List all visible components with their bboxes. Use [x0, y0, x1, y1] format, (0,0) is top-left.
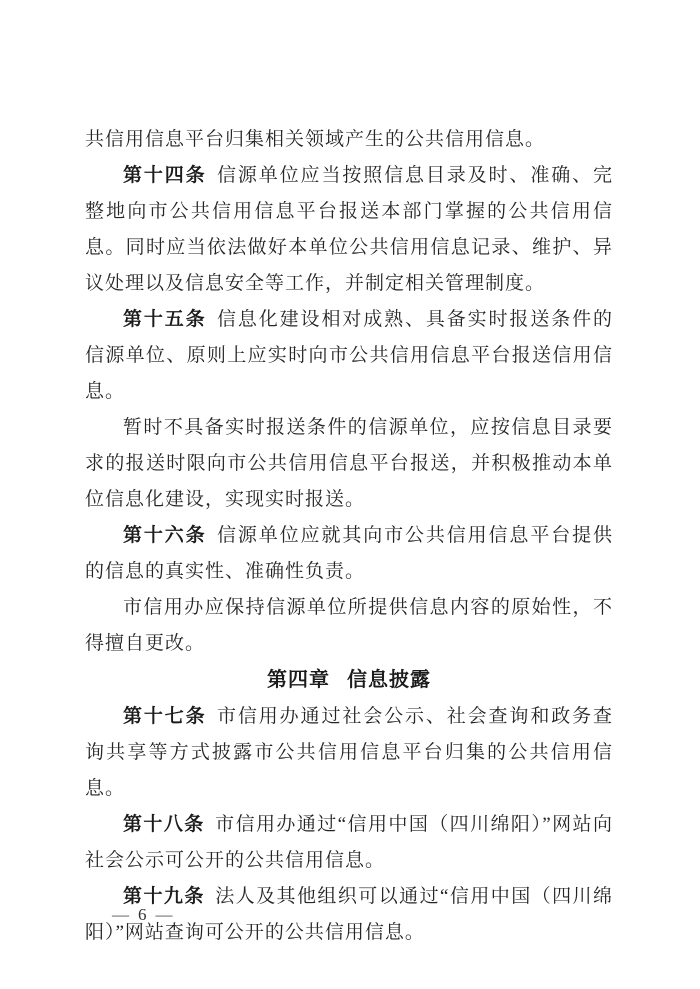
- chapter-heading: [85, 662, 613, 699]
- footer-dash-right: —: [155, 905, 173, 924]
- article-paragraph: 第十五条 信息化建设相对成熟、具备实时报送条件的信源单位、原则上应实时向市公共信用信息平台报送信用信息。: [85, 309, 613, 402]
- chapter-title: 信息披露: [347, 669, 431, 691]
- article-number: 第十八条: [123, 814, 205, 835]
- page-number: 6: [138, 905, 147, 924]
- page-footer: [103, 905, 182, 925]
- article-number: 第十七条: [123, 706, 207, 727]
- body-paragraph: 暂时不具备实时报送条件的信源单位，应按信息目录要求的报送时限向市公共信用信息平台报送，并积极推动本单位信息化建设，实现实时报送。: [85, 417, 613, 510]
- article-paragraph: 第十四条 信源单位应当按照信息目录及时、准确、完整地向市公共信用信息平台报送本部门掌握的公共信用信息。同时应当依法做好本单位公共信用信息记录、维护、异议处理以及信息安全等工作，并制定相关管理制度。: [85, 165, 613, 294]
- article-number: 第十五条: [123, 309, 207, 330]
- chapter-number: 第四章: [267, 669, 330, 691]
- article-number: 第十四条: [123, 165, 207, 186]
- article-number: 第十九条: [123, 886, 205, 907]
- article-paragraph: 第十六条 信源单位应就其向市公共信用信息平台提供的信息的真实性、准确性负责。: [85, 525, 613, 582]
- footer-dash-left: —: [112, 905, 129, 924]
- article-paragraph: 第十九条 法人及其他组织可以通过“信用中国（四川绵阳）”网站查询可公开的公共信用信息。: [85, 886, 613, 943]
- article-number: 第十六条: [123, 525, 207, 546]
- document-body: [85, 122, 613, 951]
- article-paragraph: 第十八条 市信用办通过“信用中国（四川绵阳）”网站向社会公示可公开的公共信用信息。: [85, 814, 613, 871]
- body-paragraph: 共信用信息平台归集相关领域产生的公共信用信息。: [85, 129, 546, 150]
- body-paragraph: 市信用办应保持信源单位所提供信息内容的原始性，不得擅自更改。: [85, 597, 613, 654]
- article-paragraph: 第十七条 市信用办通过社会公示、社会查询和政务查询共享等方式披露市公共信用信息平台归集的公共信用信息。: [85, 706, 613, 799]
